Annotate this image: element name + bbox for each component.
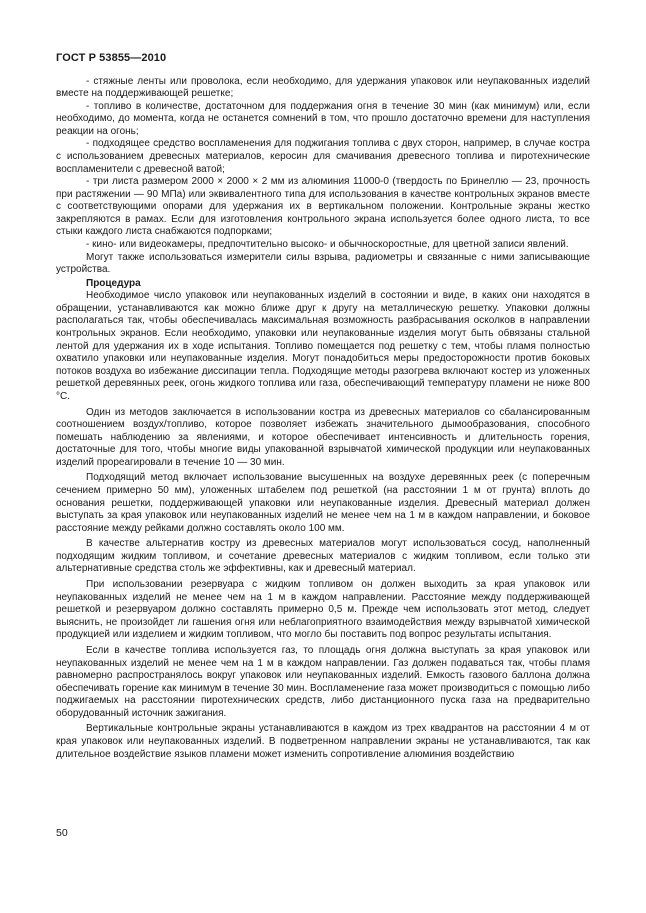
paragraph-vertical-screens: Вертикальные контрольные экраны устанавливаются в каждом из трех квадрантов на расстоянии 4 м от края упаковок или неупакованных изделий. В подветренном направлении экраны не устанавливаются, так как длительное воздействие языков пламени может изменить сопротивление алюминия воздействию — [56, 723, 590, 760]
standard-header: ГОСТ Р 53855—2010 — [56, 52, 167, 64]
paragraph-wood-fire-method: Один из методов заключается в использовании костра из древесных материалов со сбалансированным соотношением воздух/топливо, которое позволяет избежать значительного дымообразования, способного помешать наблюдению за явлениями, и которое обеспечивает интенсивность и длительность горения, достаточные для того, чтобы многие виды упакованной взрывчатой химической продукции или неупакованных изделий прореагировали в течение 10 — 30 мин. — [56, 406, 590, 468]
list-item-ignition: - подходящее средство воспламенения для поджигания топлива с двух сторон, например, в случае костра с использованием древесных материалов, керосин для смачивания древесного топлива и пиротехнические воспламенители с древесной ватой; — [56, 138, 590, 175]
document-body — [56, 76, 590, 762]
list-item-straps: - стяжные ленты или проволока, если необходимо, для удержания упаковок или неупакованных изделий вместе на поддерживающей решетке; — [56, 75, 590, 100]
page-number: 50 — [56, 827, 68, 839]
list-item-witness-screens: - три листа размером 2000 × 2000 × 2 мм из алюминия 11000-0 (твердость по Бринеллю — 23, прочность при растяжении — 90 МПа) или эквивалентного типа для использования в качестве контрольных экранов вместе с соответствующими опорами для удержания их в вертикальном положении. Контрольные экраны жестко закрепляются в рамах. Если для изготовления контрольного экрана используется более одного листа, то все стыки каждого листа снабжаются подпорками; — [56, 176, 590, 238]
paragraph-liquid-fuel: При использовании резервуара с жидким топливом он должен выходить за края упаковок или неупакованных изделий не менее чем на 1 м в каждом направлении. Расстояние между поддерживающей решеткой и резервуаром должно составлять примерно 0,5 м. Прежде чем использовать этот метод, следует выяснить, не произойдет ли гашения огня или неблагоприятного взаимодействия между взрывчатой химической продукцией или изделием и жидким топливом, что могло бы поставить под вопрос результаты испытания. — [56, 579, 590, 641]
list-item-cameras: - кино- или видеокамеры, предпочтительно высоко- и обычноскоростные, для цветной записи явлений. — [86, 239, 569, 251]
paragraph-wooden-laths: Подходящий метод включает использование высушенных на воздухе деревянных реек (с поперечным сечением примерно 50 мм), уложенных штабелем под решеткой (на расстоянии 1 м от грунта) вплоть до основания решетки, поддерживающей упаковки или неупакованные изделия. Древесный материал должен выступать за края упаковок или неупакованных изделий не менее чем на 1 м в каждом направлении, и боковое расстояние между рейками должно составлять около 100 мм. — [56, 472, 590, 534]
list-item-fuel: - топливо в количестве, достаточном для поддержания огня в течение 30 мин (как минимум) или, если необходимо, до момента, когда не останется сомнений в том, что прошло достаточно времени для наступления реакции на огонь; — [56, 100, 590, 137]
section-heading-procedure: Процедура — [86, 277, 141, 289]
paragraph-gas-fuel: Если в качестве топлива используется газ, то площадь огня должна выступать за края упаковок или неупакованных изделий не менее чем на 1 м в каждом направлении. Газ должен подаваться так, чтобы пламя равномерно распространялось вокруг упаковок или неупакованных изделий. Емкость газового баллона должна обеспечивать горение как минимум в течение 30 мин. Воспламенение газа может производиться с помощью либо поджигаемых на расстоянии пиротехнических средств, либо дистанционного пуска газа на предварительно оборудованный источник зажигания. — [56, 644, 590, 719]
paragraph-instruments: Могут также использоваться измерители силы взрыва, радиометры и связанные с ними записывающие устройства. — [56, 251, 590, 276]
paragraph-alternatives: В качестве альтернатив костру из древесных материалов могут использоваться сосуд, наполненный подходящим жидким топливом, и сочетание древесных материалов с жидким топливом, если только эти альтернативные средства столь же эффективны, как и древесный материал. — [56, 538, 590, 575]
paragraph-procedure-setup: Необходимое число упаковок или неупакованных изделий в состоянии и виде, в каких они находятся в обращении, устанавливаются как можно ближе друг к другу на металлическую решетку. Упаковки должны располагаться так, чтобы обеспечивалась максимальная возможность разбрасывания осколков в направлении контрольных экранов. Если необходимо, упаковки или неупакованные изделия могут быть обвязаны стальной лентой для удержания их в ходе испытания. Топливо помещается под решетку с тем, чтобы пламя полностью охватило упаковки или неупакованные изделия. Могут понадобиться меры предосторожности против боковых потоков воздуха во избежание диссипации тепла. Подходящие методы разогрева включают костер из уложенных решеткой деревянных реек, огонь жидкого топлива или газа, обеспечивающий температуру пламени не ниже 800 °С. — [56, 290, 590, 402]
